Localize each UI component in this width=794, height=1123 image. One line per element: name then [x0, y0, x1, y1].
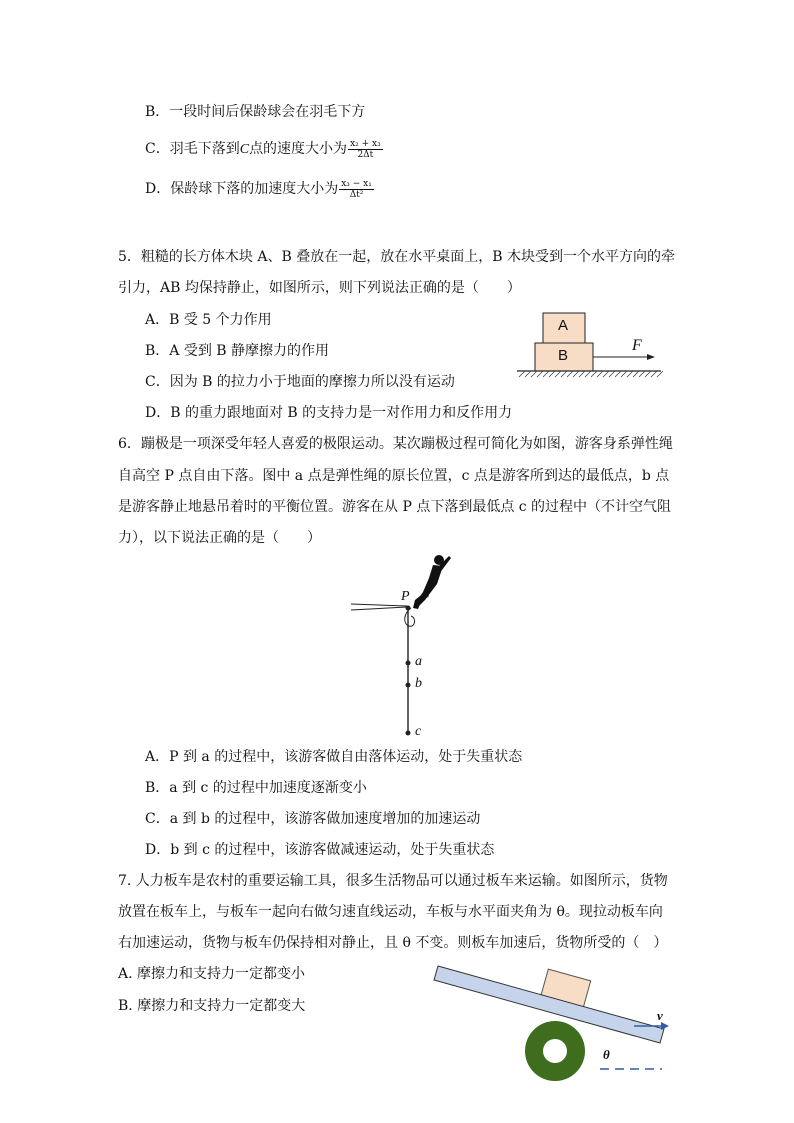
q4-option-c	[145, 136, 383, 163]
block-b-label: B	[558, 347, 569, 364]
q6-stem-line-1: 6．蹦极是一项深受年轻人喜爱的极限运动。某次蹦极过程可简化为如图，游客身系弹性绳	[118, 436, 673, 452]
point-p-label: P	[401, 589, 410, 604]
fraction-denominator: Δt²	[349, 189, 364, 200]
q5-option-a: A．B 受 5 个力作用	[145, 312, 272, 328]
point-a-label: a	[415, 654, 422, 669]
q4-option-d-prefix: D．保龄球下落的加速度大小为	[145, 181, 339, 197]
q6-stem-line-3: 是游客静止地悬吊着时的平衡位置。游客在从 P 点下落到最低点 c 的过程中（不计空气阻	[118, 499, 672, 515]
platform-line-top	[351, 604, 407, 606]
q4-option-c-suffix: 点的速度大小为	[249, 141, 348, 157]
q7-stem-line-2: 放置在板车上，与板车一起向右做匀速直线运动，车板与水平面夹角为 θ。现拉动板车向	[118, 904, 663, 920]
force-label-f: F	[632, 337, 642, 354]
platform-line-bottom	[351, 607, 407, 610]
point-b-dot	[406, 683, 411, 688]
q7-figure-cart	[432, 962, 672, 1087]
q5-stem-line-2: 引力，AB 均保持静止，如图所示，则下列说法正确的是（ ）	[118, 280, 521, 296]
q4-option-d-fraction	[339, 179, 374, 200]
q4-option-d	[145, 176, 374, 202]
point-c-label: c	[415, 724, 422, 739]
q7-option-a: A. 摩擦力和支持力一定都变小	[118, 966, 306, 982]
point-a-dot	[406, 661, 411, 666]
q6-stem-line-4: 力），以下说法正确的是（ ）	[118, 530, 321, 546]
angle-label-theta: θ	[603, 1047, 610, 1062]
ground-hatching	[519, 371, 663, 377]
q6-stem-line-2: 自高空 P 点自由下落。图中 a 点是弹性绳的原长位置，c 点是游客所到达的最低点，b 点	[118, 468, 670, 484]
q5-option-c: C．因为 B 的拉力小于地面的摩擦力所以没有运动	[145, 374, 455, 390]
q4-option-c-prefix: C．羽毛下落到	[145, 141, 240, 157]
q5-option-d: D．B 的重力跟地面对 B 的支持力是一对作用力和反作用力	[145, 405, 513, 421]
q6-option-c: C．a 到 b 的过程中，该游客做加速度增加的加速运动	[145, 811, 481, 827]
jumper-silhouette-icon	[413, 555, 451, 609]
block-a-label: A	[558, 317, 569, 334]
point-b-label: b	[415, 676, 422, 691]
force-arrow-head	[647, 354, 655, 360]
point-p-dot	[406, 606, 411, 611]
fraction-numerator: x₂ + x₃	[350, 138, 381, 149]
bungee-cord-coil	[405, 608, 415, 626]
point-c-dot	[406, 731, 411, 736]
q7-option-b: B. 摩擦力和支持力一定都变大	[118, 998, 306, 1014]
q6-option-b: B．a 到 c 的过程中加速度逐渐变小	[145, 780, 367, 796]
fraction-numerator: x₃ − x₁	[341, 178, 372, 189]
q7-stem-line-3: 右加速运动，货物与板车仍保持相对静止，且 θ 不变。则板车加速后，货物所受的（ ）	[118, 935, 668, 951]
q4-option-c-var: C	[239, 142, 250, 157]
q6-option-d: D．b 到 c 的过程中，该游客做减速运动，处于失重状态	[145, 842, 495, 858]
q5-figure-blocks	[515, 310, 665, 382]
q6-figure-bungee	[345, 548, 455, 743]
q5-stem-line-1: 5．粗糙的长方体木块 A、B 叠放在一起，放在水平桌面上，B 木块受到一个水平方向的牵	[118, 249, 675, 265]
q4-option-c-fraction	[348, 139, 383, 160]
cart-wheel-hub	[543, 1039, 567, 1063]
fraction-denominator: 2Δt	[357, 149, 374, 160]
q4-option-b: B．一段时间后保龄球会在羽毛下方	[145, 104, 366, 120]
q7-stem-line-1: 7. 人力板车是农村的重要运输工具，很多生活物品可以通过板车来运输。如图所示，货物	[118, 873, 668, 889]
q6-option-a: A．P 到 a 的过程中，该游客做自由落体运动，处于失重状态	[145, 749, 523, 765]
velocity-label-v: v	[657, 1008, 663, 1023]
q5-option-b: B．A 受到 B 静摩擦力的作用	[145, 343, 330, 359]
